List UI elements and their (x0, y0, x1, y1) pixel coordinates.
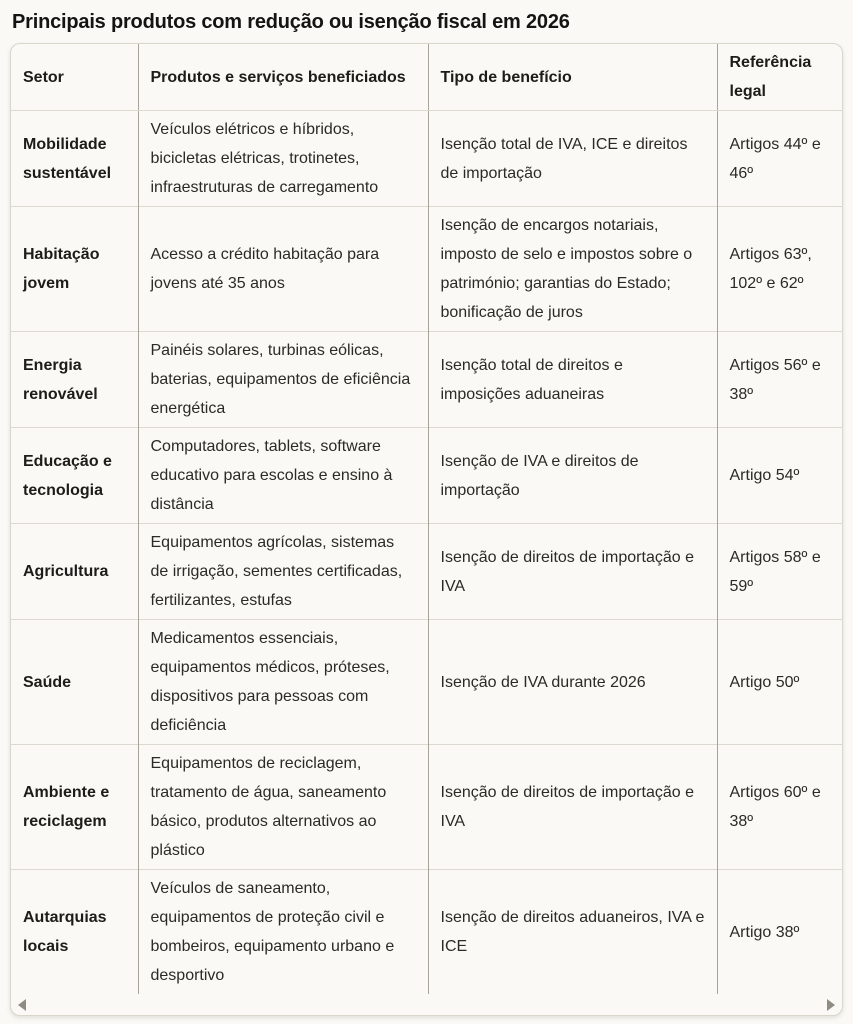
data-table (11, 44, 843, 994)
cell-beneficio: Isenção de direitos de importação e IVA (428, 524, 717, 620)
column-header-tipo-beneficio: Tipo de benefício (428, 44, 717, 111)
cell-produtos: Computadores, tablets, software educativo para escolas e ensino à distância (138, 428, 428, 524)
cell-setor: Energia renovável (11, 332, 138, 428)
cell-produtos: Acesso a crédito habitação para jovens até 35 anos (138, 207, 428, 332)
cell-referencia: Artigos 63º, 102º e 62º (717, 207, 843, 332)
cell-referencia: Artigo 50º (717, 620, 843, 745)
table-row (11, 332, 843, 428)
cell-produtos: Equipamentos agrícolas, sistemas de irrigação, sementes certificadas, fertilizantes, estufas (138, 524, 428, 620)
cell-produtos: Veículos elétricos e híbridos, bicicletas elétricas, trotinetes, infraestruturas de carregamento (138, 111, 428, 207)
column-header-referencia-legal: Referência legal (717, 44, 843, 111)
cell-beneficio: Isenção de encargos notariais, imposto de selo e impostos sobre o património; garantias do Estado; bonificação de juros (428, 207, 717, 332)
column-header-produtos: Produtos e serviços beneficiados (138, 44, 428, 111)
cell-setor: Mobilidade sustentável (23, 135, 112, 182)
cell-beneficio: Isenção de direitos aduaneiros, IVA e ICE (428, 870, 717, 995)
cell-setor: Agricultura (11, 524, 138, 620)
table-header-row (11, 44, 843, 111)
cell-referencia: Artigos 56º e 38º (717, 332, 843, 428)
page-title: Principais produtos com redução ou isenção fiscal em 2026 (12, 11, 570, 33)
table-row (11, 870, 843, 995)
scroll-left-icon[interactable] (18, 999, 26, 1011)
table-row (11, 745, 843, 870)
cell-produtos: Veículos de saneamento, equipamentos de proteção civil e bombeiros, equipamento urbano e desportivo (138, 870, 428, 995)
cell-produtos: Painéis solares, turbinas eólicas, baterias, equipamentos de eficiência energética (138, 332, 428, 428)
scroll-right-icon[interactable] (827, 999, 835, 1011)
cell-beneficio: Isenção de direitos de importação e IVA (428, 745, 717, 870)
horizontal-scrollbar[interactable] (11, 994, 842, 1015)
cell-beneficio: Isenção de IVA e direitos de importação (428, 428, 717, 524)
cell-beneficio: Isenção total de IVA, ICE e direitos de importação (428, 111, 717, 207)
cell-beneficio: Isenção de IVA durante 2026 (428, 620, 717, 745)
column-header-setor: Setor (11, 44, 138, 111)
cell-produtos: Medicamentos essenciais, equipamentos médicos, próteses, dispositivos para pessoas com deficiência (138, 620, 428, 745)
table-row (11, 111, 843, 207)
cell-produtos: Equipamentos de reciclagem, tratamento de água, saneamento básico, produtos alternativos ao plástico (138, 745, 428, 870)
cell-setor: Ambiente e reciclagem (11, 745, 138, 870)
cell-setor: Autarquias locais (11, 870, 138, 995)
table-row (11, 620, 843, 745)
cell-beneficio: Isenção total de direitos e imposições aduaneiras (428, 332, 717, 428)
cell-referencia: Artigo 54º (717, 428, 843, 524)
cell-referencia: Artigos 58º e 59º (717, 524, 843, 620)
table-container (10, 43, 843, 1016)
cell-referencia: Artigos 60º e 38º (717, 745, 843, 870)
table-row (11, 524, 843, 620)
cell-setor: Habitação jovem (11, 207, 138, 332)
cell-referencia: Artigo 38º (717, 870, 843, 995)
table-row (11, 428, 843, 524)
table-row (11, 207, 843, 332)
cell-setor: Saúde (11, 620, 138, 745)
cell-setor: Educação e tecnologia (11, 428, 138, 524)
cell-referencia: Artigos 44º e 46º (717, 111, 843, 207)
